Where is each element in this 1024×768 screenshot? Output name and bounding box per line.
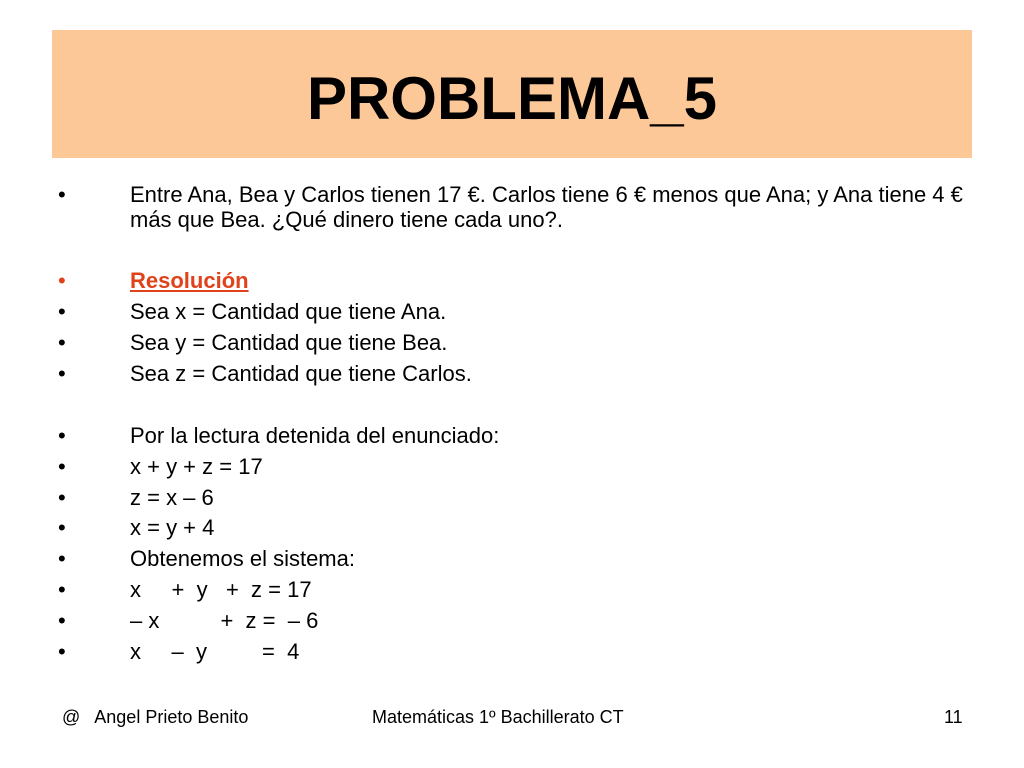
footer-course: Matemáticas 1º Bachillerato CT <box>372 707 624 727</box>
problem-statement: Entre Ana, Bea y Carlos tienen 17 €. Carlos tiene 6 € menos que Ana; y Ana tiene 4 € más que Bea. ¿Qué dinero tiene cada uno?. <box>130 182 963 232</box>
slide-title: PROBLEMA_5 <box>306 64 718 132</box>
variable-definition-z: Sea z = Cantidad que tiene Carlos. <box>130 361 472 386</box>
reading-note: Por la lectura detenida del enunciado: <box>130 423 500 448</box>
title-band <box>52 30 972 158</box>
variable-definition-y: Sea y = Cantidad que tiene Bea. <box>130 330 448 355</box>
bullet-symbol: • <box>58 454 66 479</box>
footer-author: @ Angel Prieto Benito <box>62 707 249 727</box>
bullet-symbol: • <box>58 577 66 602</box>
resolution-heading: Resolución <box>130 268 249 293</box>
bullet-symbol: • <box>58 361 66 386</box>
bullet-symbol: • <box>58 182 66 207</box>
bullet-symbol: • <box>58 299 66 324</box>
equation: z = x – 6 <box>130 485 214 510</box>
system-intro: Obtenemos el sistema: <box>130 546 355 571</box>
bullet-symbol: • <box>58 268 66 293</box>
bullet-symbol: • <box>58 608 66 633</box>
equation: x = y + 4 <box>130 515 215 540</box>
bullet-symbol: • <box>58 546 66 571</box>
variable-definition-x: Sea x = Cantidad que tiene Ana. <box>130 299 447 324</box>
bullet-symbol: • <box>58 515 66 540</box>
bullet-symbol: • <box>58 485 66 510</box>
bullet-symbol: • <box>58 423 66 448</box>
bullet-symbol: • <box>58 330 66 355</box>
footer-page-number: 11 <box>944 707 963 727</box>
equation: x + y + z = 17 <box>130 454 263 479</box>
bullet-symbol: • <box>58 639 66 664</box>
system-equation: – x + z = – 6 <box>130 608 319 633</box>
system-equation: x + y + z = 17 <box>130 577 312 602</box>
system-equation: x – y = 4 <box>130 639 300 664</box>
